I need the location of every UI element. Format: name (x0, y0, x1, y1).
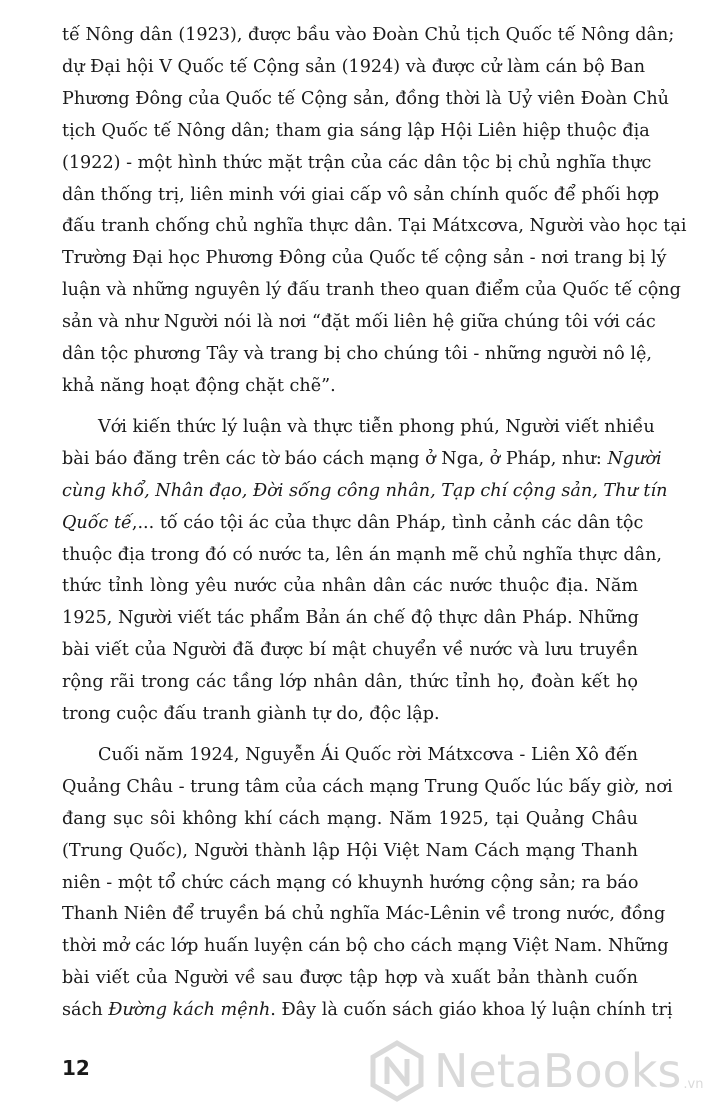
paragraph-1 (62, 20, 687, 403)
italic-title: Quốc tế (62, 512, 132, 533)
text-line: sản và như Người nói là nơi “đặt mối liên hệ giữa chúng tôi với các (62, 312, 656, 333)
text-line: thời mở các lớp huấn luyện cán bộ cho cách mạng Việt Nam. Những (62, 936, 669, 957)
italic-title: Người (607, 448, 662, 469)
text-line: luận và những nguyên lý đấu tranh theo quan điểm của Quốc tế cộng (62, 280, 681, 301)
text-line: thức tỉnh lòng yêu nước của nhân dân các nước thuộc địa. Năm (62, 576, 638, 597)
text-line: niên - một tổ chức cách mạng có khuynh hướng cộng sản; ra báo (62, 872, 639, 893)
text-line (62, 444, 662, 476)
italic-title: Đường kách mệnh (108, 1000, 271, 1021)
text-segment: . Đây là cuốn sách giáo khoa lý luận chính trị (270, 1000, 673, 1021)
text-line: Thanh Niên để truyền bá chủ nghĩa Mác-Lênin về trong nước, đồng (62, 904, 666, 925)
text-line: dân tộc phương Tây và trang bị cho chúng tôi - những người nô lệ, (62, 344, 652, 365)
paragraph-3 (62, 740, 673, 1027)
watermark (366, 1040, 703, 1102)
text-line: tế Nông dân (1923), được bầu vào Đoàn Chủ tịch Quốc tế Nông dân; (62, 25, 675, 45)
text-line: tịch Quốc tế Nông dân; tham gia sáng lập Hội Liên hiệp thuộc địa (62, 120, 650, 141)
text-line: Quảng Châu - trung tâm của cách mạng Trung Quốc lúc bấy giờ, nơi (62, 776, 673, 797)
italic-title: cùng khổ, Nhân đạo, Đời sống công nhân, Tạp chí cộng sản, Thư tín (62, 480, 668, 501)
text-line: rộng rãi trong các tầng lớp nhân dân, thức tỉnh họ, đoàn kết họ (62, 672, 638, 693)
text-line: dự Đại hội V Quốc tế Cộng sản (1924) và được cử làm cán bộ Ban (62, 56, 646, 77)
text-line: Cuối năm 1924, Nguyễn Ái Quốc rời Mátxcơva - Liên Xô đến (98, 744, 638, 765)
text-line: trong cuộc đấu tranh giành tự do, độc lập. (62, 704, 440, 725)
text-segment: ,... tố cáo tội ác của thực dân Pháp, tình cảnh các dân tộc (131, 512, 644, 533)
watermark-suffix: .vn (683, 1077, 703, 1092)
text-line: đấu tranh chống chủ nghĩa thực dân. Tại Mátxcơva, Người vào học tại (62, 216, 687, 237)
paragraph-2 (62, 412, 668, 731)
text-line: bài viết của Người đã được bí mật chuyển về nước và lưu truyền (62, 640, 638, 661)
text-line: dân thống trị, liên minh với giai cấp vô sản chính quốc để phối hợp (62, 184, 660, 205)
text-line: bài viết của Người về sau được tập hợp và xuất bản thành cuốn (62, 968, 638, 989)
text-line (62, 995, 673, 1027)
text-line: (1922) - một hình thức mặt trận của các dân tộc bị chủ nghĩa thực (62, 152, 652, 173)
text-line: đang sục sôi không khí cách mạng. Năm 1925, tại Quảng Châu (62, 808, 638, 829)
text-line: Trường Đại học Phương Đông của Quốc tế cộng sản - nơi trang bị lý (62, 248, 667, 269)
text-segment: sách (62, 1000, 109, 1021)
text-line: khả năng hoạt động chặt chẽ”. (62, 375, 336, 396)
text-line: Với kiến thức lý luận và thực tiễn phong phú, Người viết nhiều (98, 416, 655, 437)
document-page (62, 20, 687, 1027)
text-segment: bài báo đăng trên các tờ báo cách mạng ở Nga, ở Pháp, như: (62, 448, 608, 469)
text-line (62, 508, 644, 540)
text-line (62, 476, 668, 508)
text-line: 1925, Người viết tác phẩm Bản án chế độ thực dân Pháp. Những (62, 608, 639, 629)
watermark-text: NetaBooks (434, 1044, 682, 1098)
text-line: thuộc địa trong đó có nước ta, lên án mạnh mẽ chủ nghĩa thực dân, (62, 544, 663, 565)
text-line: (Trung Quốc), Người thành lập Hội Việt Nam Cách mạng Thanh (62, 840, 638, 861)
netabooks-logo-icon (366, 1040, 428, 1102)
text-line: Phương Đông của Quốc tế Cộng sản, đồng thời là Uỷ viên Đoàn Chủ (62, 88, 669, 109)
page-number: 12 (62, 1056, 90, 1080)
